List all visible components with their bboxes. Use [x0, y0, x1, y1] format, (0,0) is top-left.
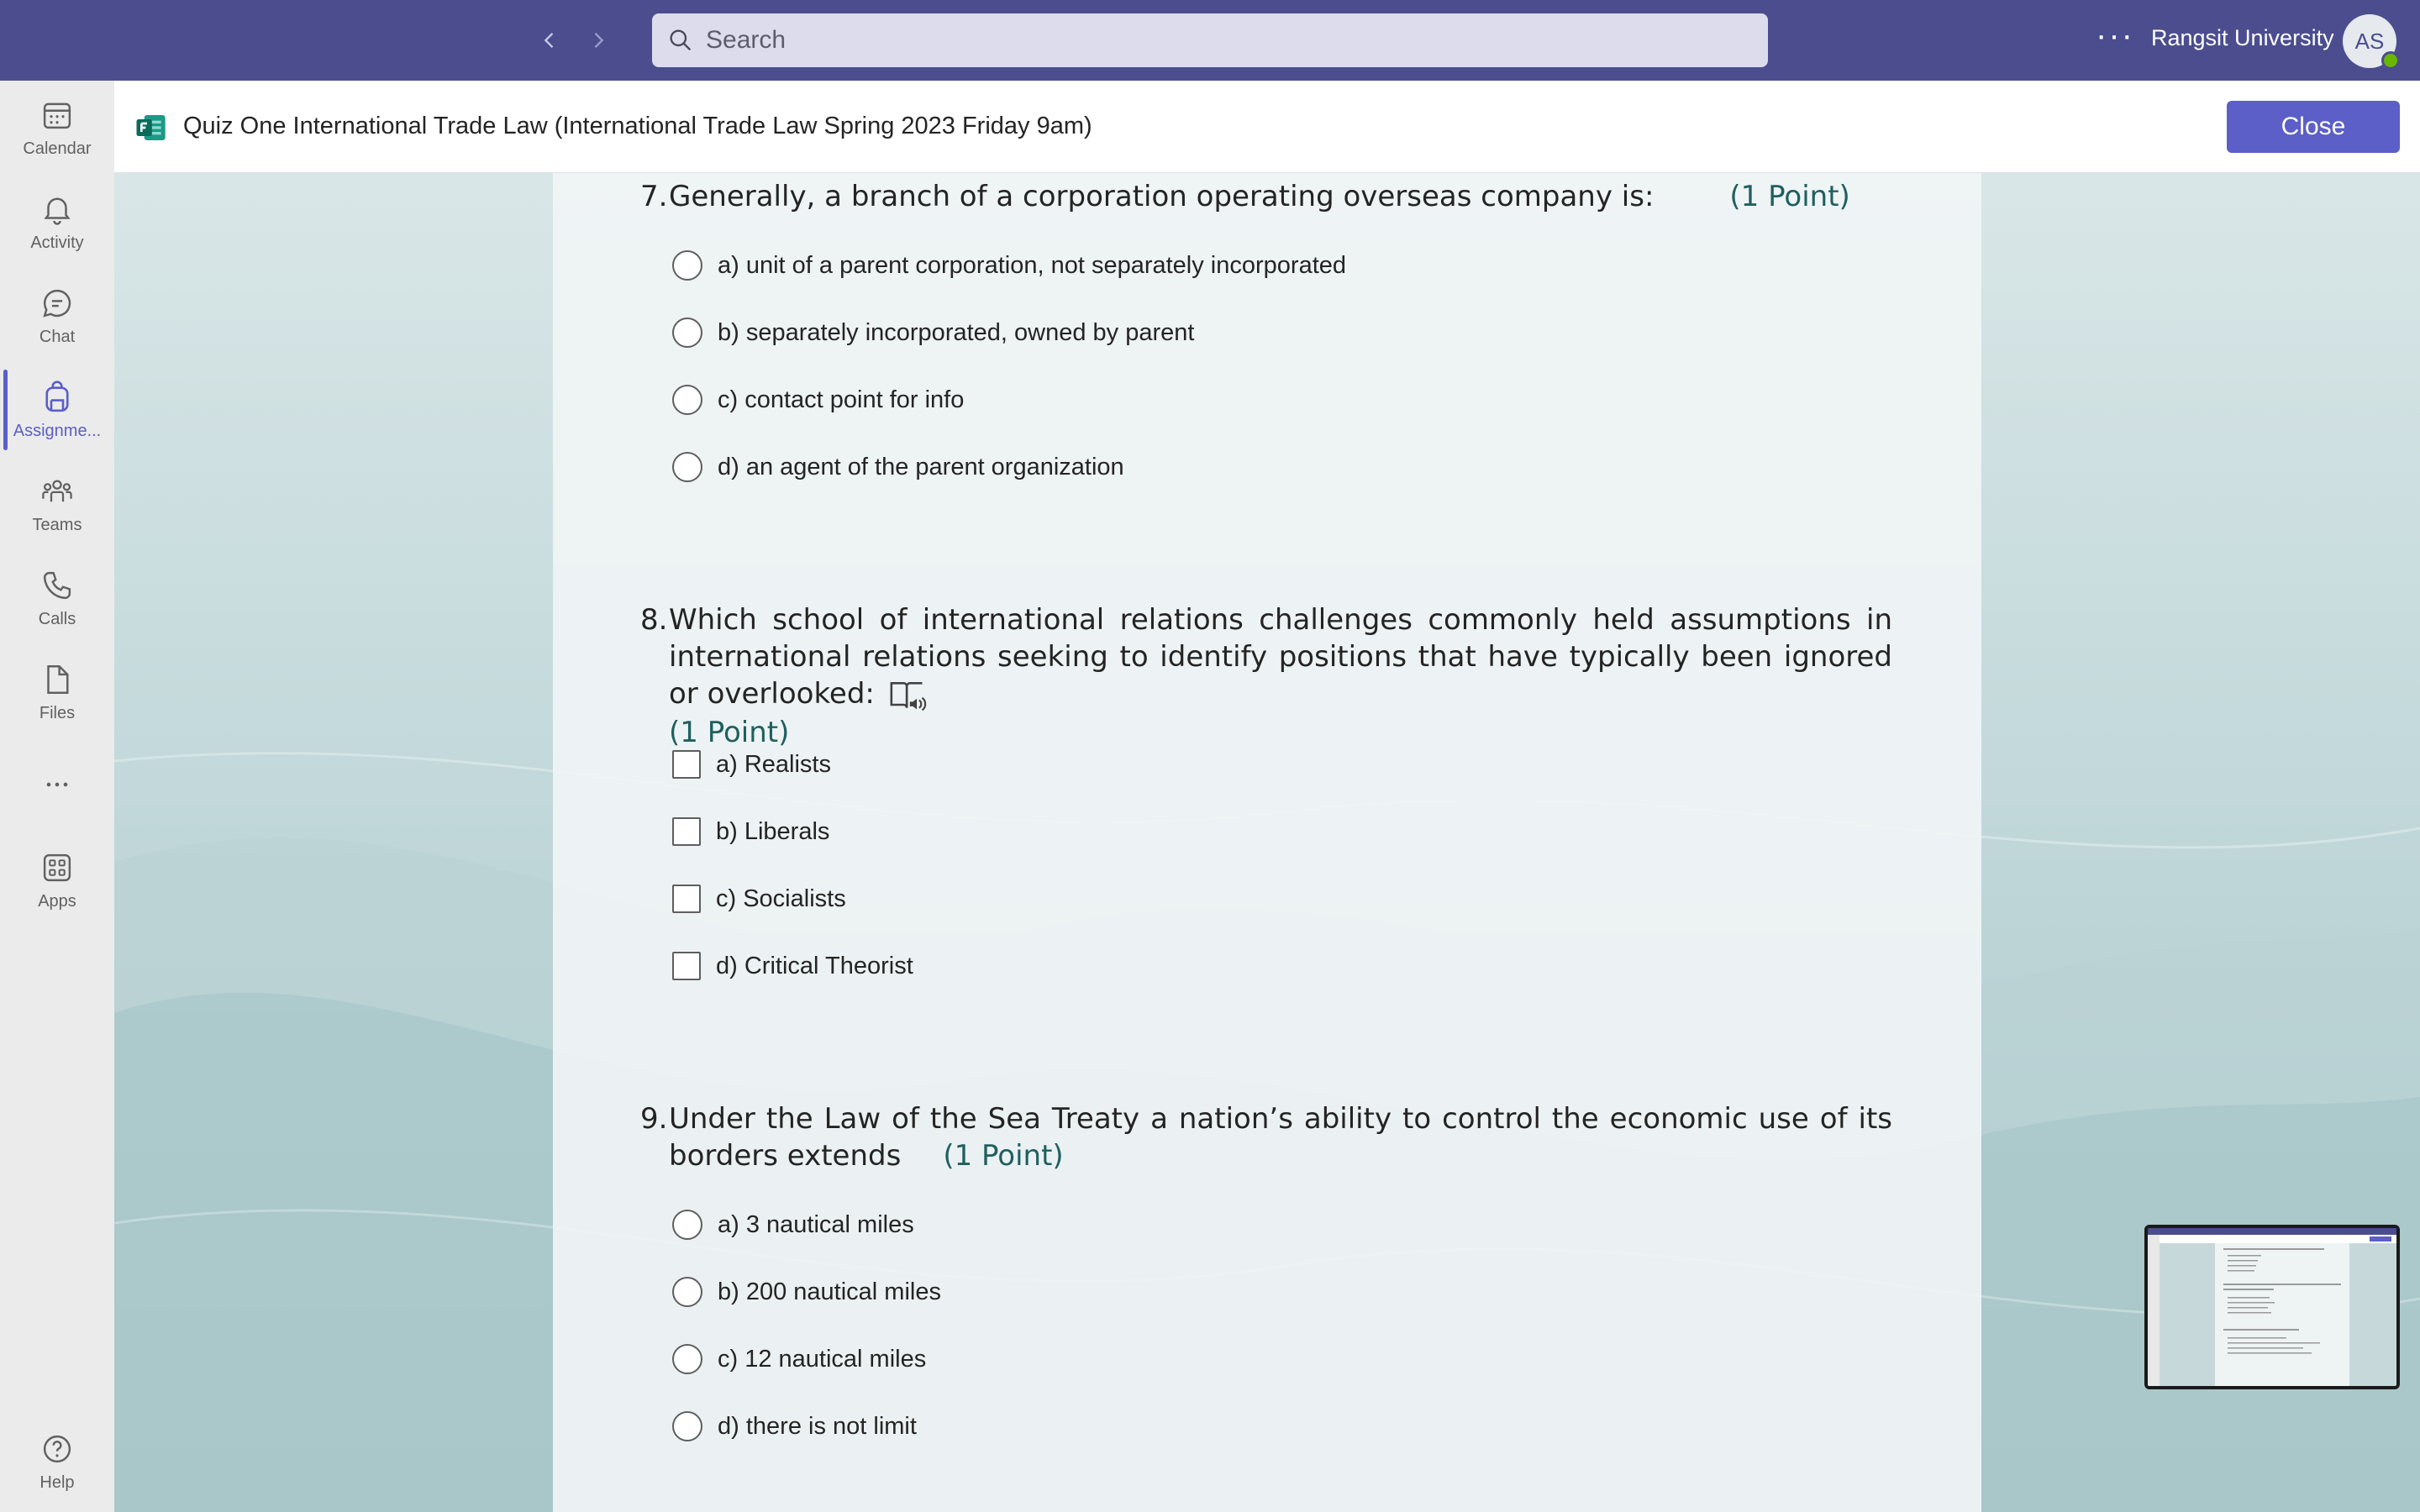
bell-icon	[39, 192, 75, 227]
phone-icon	[39, 568, 75, 603]
question-9-option-a[interactable]	[672, 1208, 914, 1242]
option-label: c) 12 nautical miles	[718, 1345, 927, 1373]
rail-label-files: Files	[39, 704, 76, 722]
rail-item-activity[interactable]	[0, 192, 114, 276]
question-9-option-b[interactable]	[672, 1275, 941, 1309]
search-icon	[667, 27, 694, 54]
checkbox[interactable]	[672, 817, 701, 846]
question-points: (1 Point)	[1729, 180, 1850, 213]
question-7-option-a[interactable]	[672, 249, 1346, 282]
question-9	[640, 1100, 1892, 1174]
option-label: d) Critical Theorist	[716, 952, 913, 979]
close-button[interactable]: Close	[2227, 101, 2400, 153]
question-number: 7.	[640, 180, 668, 213]
app-rail	[0, 81, 114, 1512]
question-7-text: Generally, a branch of a corporation operating overseas company is:	[669, 180, 1655, 213]
question-9-text: Under the Law of the Sea Treaty a nation’s ability to control the economic use of its borders extends	[669, 1102, 1892, 1173]
question-points: (1 Point)	[669, 715, 790, 749]
avatar-initials: AS	[2354, 28, 2385, 54]
rail-item-calendar[interactable]	[0, 97, 114, 181]
question-8-option-a[interactable]	[672, 748, 831, 781]
question-7-option-d[interactable]	[672, 450, 1124, 484]
question-7-option-c[interactable]	[672, 383, 964, 417]
quiz-form	[553, 173, 1981, 1512]
radio-button[interactable]	[672, 1411, 702, 1441]
checkbox[interactable]	[672, 885, 701, 913]
question-number: 8.	[640, 603, 668, 637]
rail-item-apps[interactable]	[0, 850, 114, 934]
question-text	[669, 178, 1892, 215]
question-9-option-d[interactable]	[672, 1410, 917, 1443]
option-label: a) unit of a parent corporation, not separately incorporated	[718, 251, 1347, 279]
rail-label-chat: Chat	[39, 328, 76, 346]
radio-button[interactable]	[672, 250, 702, 281]
forward-button[interactable]	[580, 22, 617, 59]
radio-button[interactable]	[672, 452, 702, 482]
question-9-option-c[interactable]	[672, 1342, 926, 1376]
file-icon	[39, 662, 75, 697]
radio-button[interactable]	[672, 318, 702, 348]
radio-button[interactable]	[672, 385, 702, 415]
rail-item-teams[interactable]	[0, 474, 114, 558]
rail-label-calls: Calls	[38, 610, 76, 628]
immersive-reader-icon[interactable]	[888, 677, 929, 714]
back-button[interactable]	[531, 22, 568, 59]
question-8-option-c[interactable]	[672, 882, 846, 916]
option-label: b) Liberals	[716, 817, 830, 845]
radio-button[interactable]	[672, 1344, 702, 1374]
rail-label-help: Help	[39, 1473, 75, 1492]
calendar-icon	[39, 97, 75, 133]
rail-more-button[interactable]	[0, 768, 114, 801]
chevron-right-icon	[587, 29, 610, 52]
org-name: Rangsit University	[2151, 25, 2334, 50]
presence-available-icon	[2381, 51, 2400, 70]
help-icon	[39, 1431, 75, 1467]
rail-label-calendar: Calendar	[23, 139, 92, 158]
search-placeholder: Search	[706, 26, 786, 54]
question-number: 9.	[640, 1102, 668, 1136]
app-header	[114, 81, 2420, 173]
apps-icon	[39, 850, 75, 885]
question-8-option-d[interactable]	[672, 949, 913, 983]
rail-item-assignments[interactable]	[0, 380, 114, 464]
rail-item-files[interactable]	[0, 662, 114, 746]
top-bar	[0, 0, 2420, 81]
backpack-icon	[39, 380, 75, 415]
option-label: c) contact point for info	[718, 386, 965, 413]
chat-icon	[39, 286, 75, 321]
rail-label-activity: Activity	[30, 234, 84, 252]
rail-label-assignments: Assignme...	[13, 422, 102, 440]
radio-button[interactable]	[672, 1277, 702, 1307]
screen-preview-thumbnail[interactable]	[2144, 1225, 2400, 1389]
option-label: b) 200 nautical miles	[718, 1278, 941, 1305]
rail-item-calls[interactable]	[0, 568, 114, 652]
question-text	[669, 601, 1892, 751]
question-7-option-b[interactable]	[672, 316, 1194, 349]
radio-button[interactable]	[672, 1210, 702, 1240]
question-8-option-b[interactable]	[672, 815, 829, 848]
checkbox[interactable]	[672, 952, 701, 980]
question-points: (1 Point)	[943, 1139, 1064, 1173]
option-label: c) Socialists	[716, 885, 846, 912]
teams-icon	[39, 474, 75, 509]
question-text	[669, 1100, 1892, 1174]
option-label: a) 3 nautical miles	[718, 1210, 914, 1238]
thumbnail-image	[2148, 1228, 2396, 1386]
question-8-text: Which school of international relations challenges commonly held assumptions in international relations seeking to identify positions that have typically been ignored or overlooked:	[669, 603, 1892, 711]
more-options-icon[interactable]: ···	[2096, 17, 2134, 54]
question-7	[640, 178, 1892, 215]
chevron-left-icon	[538, 29, 561, 52]
option-label: b) separately incorporated, owned by parent	[718, 318, 1195, 346]
forms-app-icon	[134, 111, 168, 144]
option-label: a) Realists	[716, 750, 831, 778]
rail-label-teams: Teams	[32, 516, 82, 534]
option-label: d) an agent of the parent organization	[718, 453, 1124, 480]
rail-label-apps: Apps	[38, 892, 76, 911]
checkbox[interactable]	[672, 750, 701, 779]
rail-item-help[interactable]	[0, 1431, 114, 1512]
search-input[interactable]	[652, 13, 1768, 67]
rail-item-chat[interactable]	[0, 286, 114, 370]
avatar[interactable]	[2343, 14, 2396, 68]
option-label: d) there is not limit	[718, 1412, 917, 1440]
page-title: Quiz One International Trade Law (International Trade Law Spring 2023 Friday 9am)	[183, 113, 1092, 139]
more-horizontal-icon	[39, 768, 75, 801]
question-8	[640, 601, 1892, 751]
